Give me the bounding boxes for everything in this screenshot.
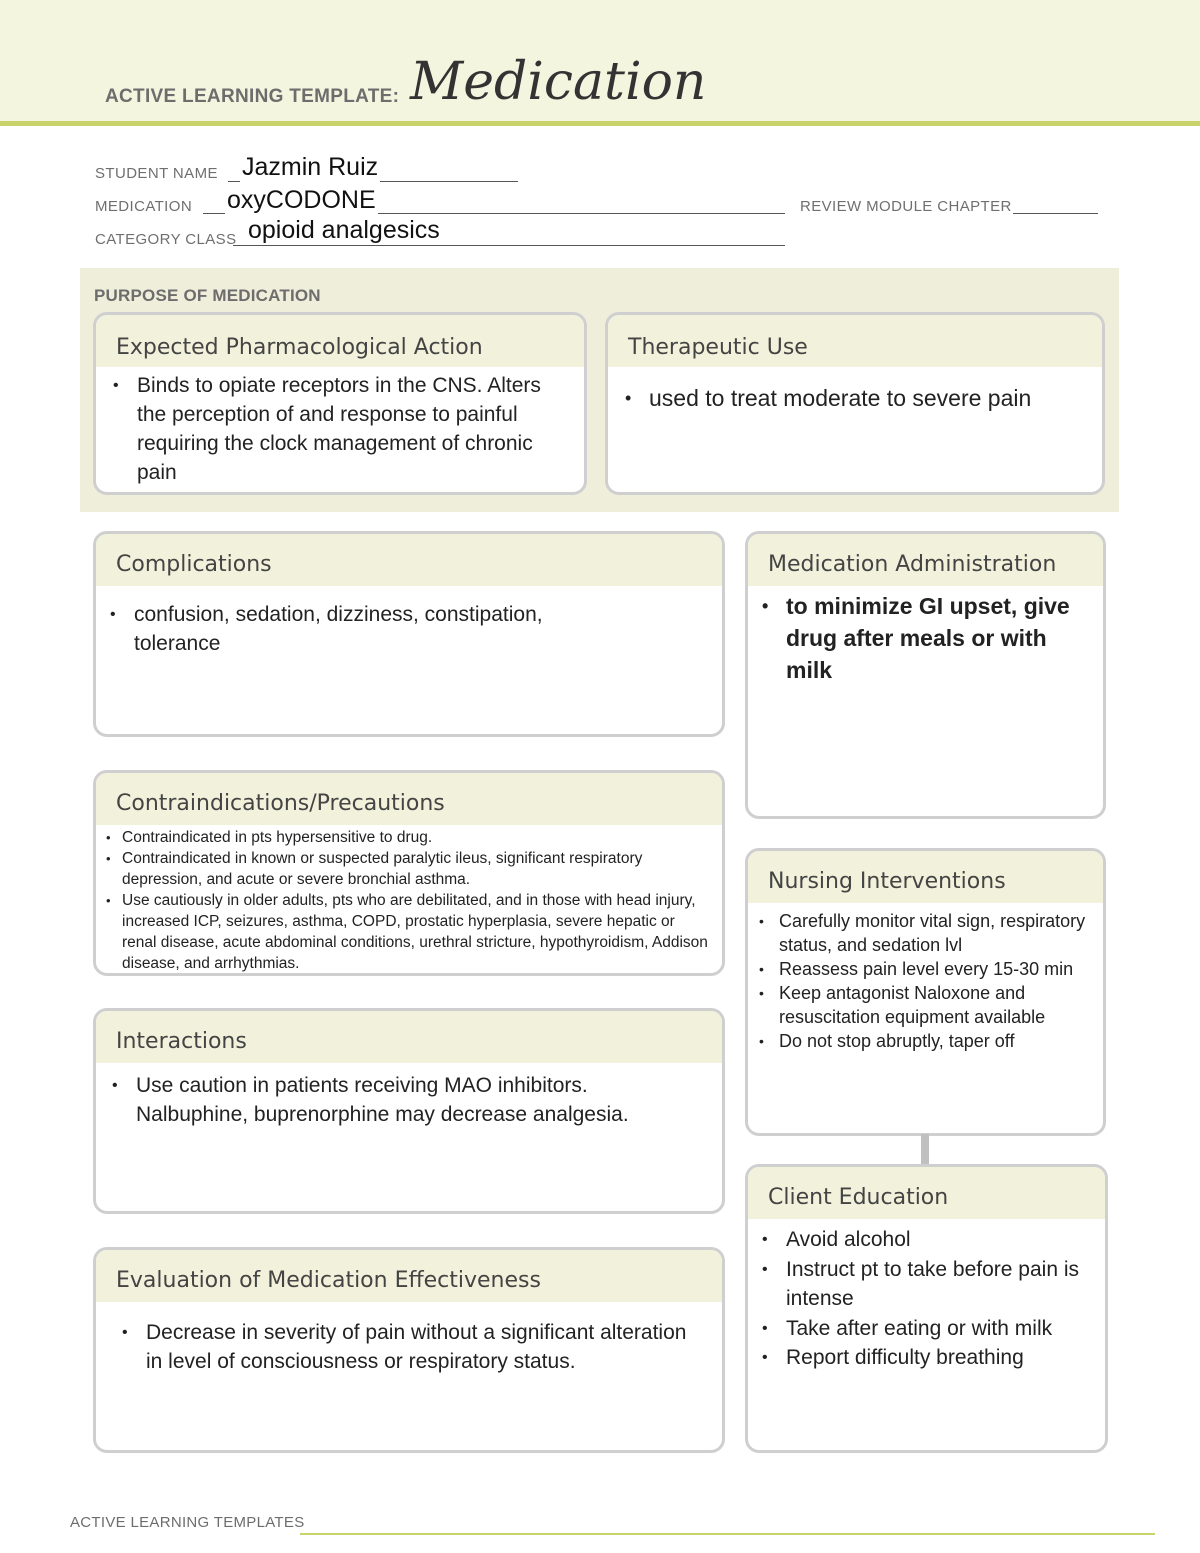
medication-administration-card [745, 531, 1106, 819]
evaluation-card [93, 1247, 725, 1453]
list-item: • Carefully monitor vital sign, respiratory status, and sedation lvl [749, 909, 1093, 957]
footer-label: ACTIVE LEARNING TEMPLATES [70, 1514, 305, 1531]
list-item: • confusion, sedation, dizziness, constipation, tolerance [98, 600, 622, 658]
student-name-value[interactable]: Jazmin Ruiz [242, 153, 379, 181]
expected-action-list [96, 367, 584, 487]
medication-administration-list [748, 586, 1103, 686]
student-name-label: STUDENT NAME [95, 165, 218, 182]
list-item: • Use caution in patients receiving MAO inhibitors. Nalbuphine, buprenorphine may decrease analgesia. [100, 1071, 682, 1129]
list-item: • Reassess pain level every 15-30 min [749, 957, 1093, 981]
list-item: • Avoid alcohol [750, 1225, 1085, 1255]
list-item: • Use cautiously in older adults, pts who are debilitated, and in those with head injury, increased ICP, seizures, asthma, COPD, prostatic hyperplasia, severe hepatic or renal disease, acute abdominal conditions, urethral stricture, hypothyroidism, Addison disease, and arrhythmias. [98, 890, 710, 974]
client-education-list [748, 1219, 1105, 1373]
purpose-label: PURPOSE OF MEDICATION [94, 286, 321, 305]
interactions-card [93, 1008, 725, 1214]
medication-label: MEDICATION [95, 198, 193, 215]
list-item: • Contraindicated in pts hypersensitive to drug. [98, 827, 710, 848]
expected-action-card [93, 312, 587, 495]
complications-list [96, 586, 722, 658]
nursing-interventions-list [748, 903, 1103, 1053]
complications-heading: Complications [96, 534, 722, 586]
medication-value[interactable]: oxyCODONE [227, 186, 376, 214]
list-item: • Decrease in severity of pain without a significant alteration in level of consciousness or respiratory status. [110, 1318, 692, 1376]
complications-card [93, 531, 725, 737]
contraindications-heading: Contraindications/Precautions [96, 773, 722, 825]
list-item: • used to treat moderate to severe pain [613, 383, 1082, 413]
therapeutic-use-list [608, 367, 1102, 413]
client-education-heading: Client Education [748, 1167, 1105, 1219]
category-class-value[interactable]: opioid analgesics [248, 216, 440, 244]
list-item: • Do not stop abruptly, taper off [749, 1029, 1093, 1053]
interactions-list [96, 1063, 722, 1129]
contraindications-list [96, 825, 722, 974]
evaluation-heading: Evaluation of Medication Effectiveness [96, 1250, 722, 1302]
nursing-interventions-heading: Nursing Interventions [748, 851, 1103, 903]
list-item: • Binds to opiate receptors in the CNS. Alters the perception of and response to painful requiring the clock management of chronic pain [101, 371, 564, 487]
list-item: • Take after eating or with milk [750, 1314, 1085, 1344]
list-item: • Keep antagonist Naloxone and resuscitation equipment available [749, 981, 1093, 1029]
footer-rule [300, 1533, 1155, 1535]
contraindications-card [93, 770, 725, 976]
client-education-card [745, 1164, 1108, 1453]
review-module-label: REVIEW MODULE CHAPTER [800, 198, 1012, 215]
nursing-interventions-card [745, 848, 1106, 1136]
expected-action-heading: Expected Pharmacological Action [96, 315, 584, 367]
list-item: • Contraindicated in known or suspected paralytic ileus, significant respiratory depression, and acute or severe bronchial asthma. [98, 848, 710, 890]
review-module-line [1013, 213, 1098, 214]
medication-administration-heading: Medication Administration [748, 534, 1103, 586]
header-rule [0, 121, 1200, 126]
list-item: • Report difficulty breathing [750, 1343, 1085, 1373]
interactions-heading: Interactions [96, 1011, 722, 1063]
page-title: Medication [410, 52, 707, 112]
category-class-label: CATEGORY CLASS [95, 231, 237, 248]
template-label: ACTIVE LEARNING TEMPLATE: [105, 86, 400, 107]
evaluation-list [96, 1302, 722, 1376]
therapeutic-use-card [605, 312, 1105, 495]
connector-bar [921, 1134, 929, 1168]
therapeutic-use-heading: Therapeutic Use [608, 315, 1102, 367]
list-item: • Instruct pt to take before pain is intense [750, 1255, 1085, 1314]
category-class-line [233, 245, 785, 246]
list-item: • to minimize GI upset, give drug after meals or with milk [750, 590, 1083, 686]
